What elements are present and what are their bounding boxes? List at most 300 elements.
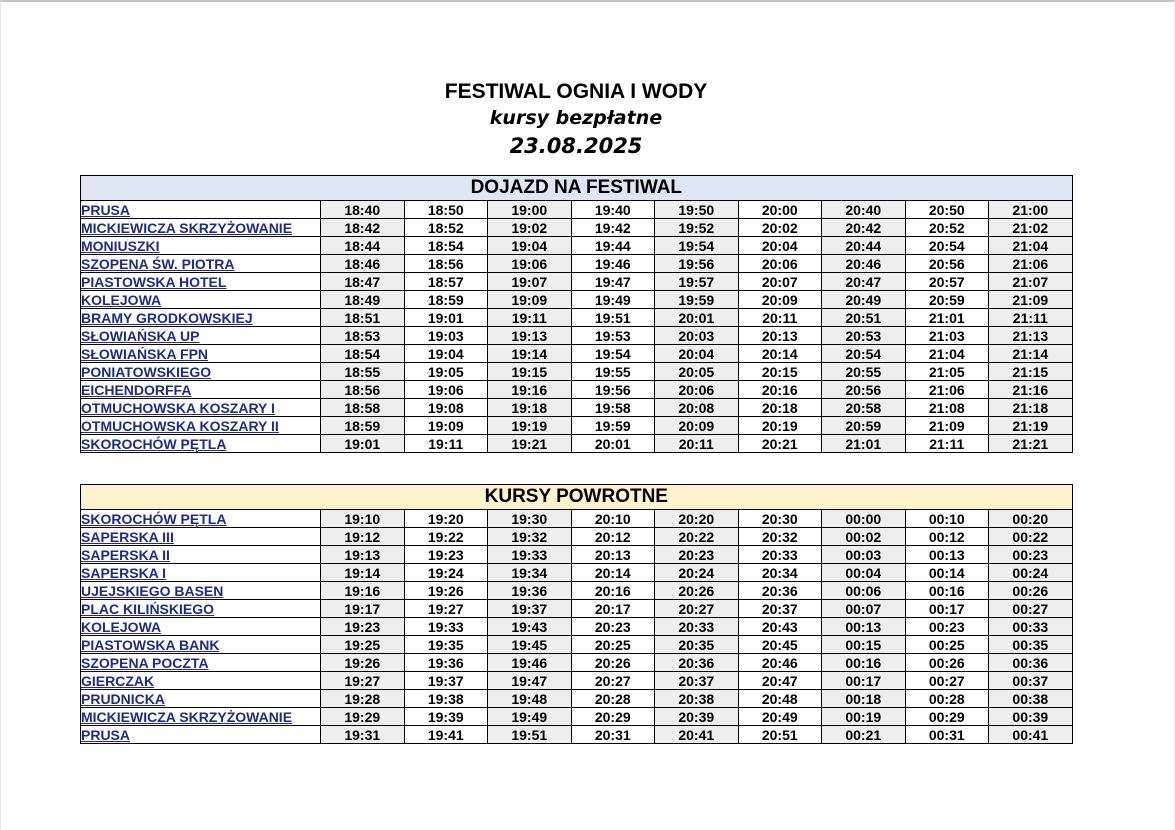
stop-link[interactable]: SŁOWIAŃSKA FPN — [81, 345, 321, 363]
departure-time: 00:21 — [822, 726, 906, 744]
departure-time: 19:54 — [655, 237, 739, 255]
departure-time: 20:16 — [738, 381, 822, 399]
departure-time: 00:13 — [822, 618, 906, 636]
departure-time: 19:23 — [404, 546, 488, 564]
departure-time: 20:13 — [571, 546, 655, 564]
departure-time: 00:37 — [989, 672, 1073, 690]
departure-time: 19:16 — [488, 381, 572, 399]
departure-time: 20:04 — [738, 237, 822, 255]
table-row — [81, 255, 1073, 273]
departure-time: 19:13 — [321, 546, 405, 564]
departure-time: 18:56 — [321, 381, 405, 399]
departure-time: 20:48 — [738, 690, 822, 708]
departure-time: 19:51 — [488, 726, 572, 744]
departure-time: 00:27 — [905, 672, 989, 690]
departure-time: 00:28 — [905, 690, 989, 708]
departure-time: 20:20 — [655, 510, 739, 528]
departure-time: 21:14 — [989, 345, 1073, 363]
stop-link[interactable]: PIASTOWSKA HOTEL — [81, 273, 321, 291]
table-row — [81, 672, 1073, 690]
departure-time: 20:57 — [905, 273, 989, 291]
departure-time: 00:15 — [822, 636, 906, 654]
departure-time: 19:25 — [321, 636, 405, 654]
departure-time: 19:59 — [571, 417, 655, 435]
departure-time: 20:10 — [571, 510, 655, 528]
table-row — [81, 708, 1073, 726]
departure-time: 19:14 — [321, 564, 405, 582]
departure-time: 19:28 — [321, 690, 405, 708]
stop-link[interactable]: PLAC KILIŃSKIEGO — [81, 600, 321, 618]
departure-time: 20:01 — [655, 309, 739, 327]
departure-time: 21:19 — [989, 417, 1073, 435]
departure-time: 19:47 — [488, 672, 572, 690]
section-heading-powrot: KURSY POWROTNE — [81, 485, 1073, 510]
departure-time: 00:23 — [989, 546, 1073, 564]
departure-time: 20:49 — [738, 708, 822, 726]
departure-time: 20:03 — [655, 327, 739, 345]
table-row — [81, 600, 1073, 618]
departure-time: 19:47 — [571, 273, 655, 291]
departure-time: 18:54 — [321, 345, 405, 363]
departure-time: 20:37 — [738, 600, 822, 618]
departure-time: 00:33 — [989, 618, 1073, 636]
departure-time: 21:16 — [989, 381, 1073, 399]
departure-time: 18:54 — [404, 237, 488, 255]
stop-link[interactable]: SŁOWIAŃSKA UP — [81, 327, 321, 345]
departure-time: 19:03 — [404, 327, 488, 345]
stop-link[interactable]: MICKIEWICZA SKRZYŻOWANIE — [81, 708, 321, 726]
departure-time: 00:27 — [989, 600, 1073, 618]
departure-time: 21:04 — [989, 237, 1073, 255]
departure-time: 20:54 — [905, 237, 989, 255]
departure-time: 21:11 — [989, 309, 1073, 327]
departure-time: 19:56 — [571, 381, 655, 399]
departure-time: 19:27 — [404, 600, 488, 618]
table-row — [81, 309, 1073, 327]
table-row — [81, 291, 1073, 309]
table-row — [81, 582, 1073, 600]
departure-time: 00:41 — [989, 726, 1073, 744]
stop-link[interactable]: SZOPENA ŚW. PIOTRA — [81, 255, 321, 273]
departure-time: 19:58 — [571, 399, 655, 417]
departure-time: 18:53 — [321, 327, 405, 345]
table-row — [81, 327, 1073, 345]
departure-time: 19:30 — [488, 510, 572, 528]
departure-time: 19:07 — [488, 273, 572, 291]
departure-time: 00:02 — [822, 528, 906, 546]
departure-time: 18:55 — [321, 363, 405, 381]
stop-link[interactable]: GIERCZAK — [81, 672, 321, 690]
departure-time: 19:12 — [321, 528, 405, 546]
departure-time: 19:19 — [488, 417, 572, 435]
departure-time: 19:27 — [321, 672, 405, 690]
departure-time: 20:59 — [905, 291, 989, 309]
departure-time: 19:23 — [321, 618, 405, 636]
departure-time: 20:28 — [571, 690, 655, 708]
departure-time: 20:54 — [822, 345, 906, 363]
departure-time: 00:22 — [989, 528, 1073, 546]
departure-time: 19:37 — [404, 672, 488, 690]
table-row — [81, 510, 1073, 528]
stop-link[interactable]: BRAMY GRODKOWSKIEJ — [81, 309, 321, 327]
departure-time: 18:50 — [404, 201, 488, 219]
departure-time: 19:45 — [488, 636, 572, 654]
table-row — [81, 273, 1073, 291]
stop-link[interactable]: OTMUCHOWSKA KOSZARY II — [81, 417, 321, 435]
departure-time: 18:59 — [404, 291, 488, 309]
departure-time: 20:27 — [571, 672, 655, 690]
departure-time: 19:56 — [655, 255, 739, 273]
departure-time: 00:29 — [905, 708, 989, 726]
departure-time: 19:48 — [488, 690, 572, 708]
table-row — [81, 528, 1073, 546]
departure-time: 20:36 — [738, 582, 822, 600]
table-row — [81, 219, 1073, 237]
departure-time: 19:09 — [488, 291, 572, 309]
departure-time: 20:55 — [822, 363, 906, 381]
departure-time: 00:16 — [905, 582, 989, 600]
departure-time: 20:46 — [738, 654, 822, 672]
departure-time: 19:49 — [571, 291, 655, 309]
departure-time: 20:46 — [822, 255, 906, 273]
departure-time: 00:26 — [989, 582, 1073, 600]
departure-time: 20:42 — [822, 219, 906, 237]
departure-time: 21:08 — [905, 399, 989, 417]
departure-time: 19:02 — [488, 219, 572, 237]
departure-time: 20:26 — [571, 654, 655, 672]
departure-time: 00:16 — [822, 654, 906, 672]
departure-time: 20:09 — [738, 291, 822, 309]
departure-time: 19:51 — [571, 309, 655, 327]
departure-time: 00:17 — [905, 600, 989, 618]
table-row — [81, 435, 1073, 453]
departure-time: 20:47 — [822, 273, 906, 291]
departure-time: 20:56 — [905, 255, 989, 273]
departure-time: 19:17 — [321, 600, 405, 618]
departure-time: 00:17 — [822, 672, 906, 690]
table-row — [81, 381, 1073, 399]
departure-time: 20:53 — [822, 327, 906, 345]
departure-time: 20:49 — [822, 291, 906, 309]
departure-time: 20:15 — [738, 363, 822, 381]
table-row — [81, 201, 1073, 219]
departure-time: 20:24 — [655, 564, 739, 582]
stop-link[interactable]: UJEJSKIEGO BASEN — [81, 582, 321, 600]
departure-time: 21:06 — [905, 381, 989, 399]
departure-time: 00:10 — [905, 510, 989, 528]
departure-time: 20:05 — [655, 363, 739, 381]
departure-time: 21:15 — [989, 363, 1073, 381]
table-row — [81, 363, 1073, 381]
departure-time: 21:21 — [989, 435, 1073, 453]
departure-time: 20:18 — [738, 399, 822, 417]
departure-time: 20:32 — [738, 528, 822, 546]
departure-time: 19:42 — [571, 219, 655, 237]
departure-time: 19:04 — [488, 237, 572, 255]
departure-time: 19:36 — [404, 654, 488, 672]
departure-time: 00:39 — [989, 708, 1073, 726]
departure-time: 19:06 — [404, 381, 488, 399]
departure-time: 21:06 — [989, 255, 1073, 273]
departure-time: 20:02 — [738, 219, 822, 237]
table-row — [81, 546, 1073, 564]
timetable-powrot — [80, 484, 1073, 744]
departure-time: 18:44 — [321, 237, 405, 255]
departure-time: 19:29 — [321, 708, 405, 726]
departure-time: 19:57 — [655, 273, 739, 291]
departure-time: 00:06 — [822, 582, 906, 600]
departure-time: 18:46 — [321, 255, 405, 273]
departure-time: 20:11 — [655, 435, 739, 453]
departure-time: 00:26 — [905, 654, 989, 672]
departure-time: 20:26 — [655, 582, 739, 600]
departure-time: 00:25 — [905, 636, 989, 654]
stop-link[interactable]: KOLEJOWA — [81, 618, 321, 636]
stop-link[interactable]: OTMUCHOWSKA KOSZARY I — [81, 399, 321, 417]
departure-time: 18:56 — [404, 255, 488, 273]
departure-time: 00:19 — [822, 708, 906, 726]
departure-time: 20:51 — [822, 309, 906, 327]
departure-time: 20:12 — [571, 528, 655, 546]
departure-time: 00:38 — [989, 690, 1073, 708]
departure-time: 20:04 — [655, 345, 739, 363]
stop-link[interactable]: KOLEJOWA — [81, 291, 321, 309]
departure-time: 20:33 — [655, 618, 739, 636]
departure-time: 19:26 — [404, 582, 488, 600]
departure-time: 19:41 — [404, 726, 488, 744]
section-heading-dojazd: DOJAZD NA FESTIWAL — [81, 176, 1073, 201]
departure-time: 21:13 — [989, 327, 1073, 345]
table-row — [81, 690, 1073, 708]
departure-time: 21:04 — [905, 345, 989, 363]
departure-time: 00:24 — [989, 564, 1073, 582]
departure-time: 19:43 — [488, 618, 572, 636]
departure-time: 19:52 — [655, 219, 739, 237]
stop-link[interactable]: EICHENDORFFA — [81, 381, 321, 399]
departure-time: 20:00 — [738, 201, 822, 219]
departure-time: 19:04 — [404, 345, 488, 363]
departure-time: 00:07 — [822, 600, 906, 618]
departure-time: 19:37 — [488, 600, 572, 618]
departure-time: 19:05 — [404, 363, 488, 381]
departure-time: 20:17 — [571, 600, 655, 618]
departure-time: 20:08 — [655, 399, 739, 417]
departure-time: 21:07 — [989, 273, 1073, 291]
departure-time: 20:56 — [822, 381, 906, 399]
departure-time: 20:30 — [738, 510, 822, 528]
event-date: 23.08.2025 — [509, 134, 643, 158]
departure-time: 19:00 — [488, 201, 572, 219]
stop-link[interactable]: SAPERSKA III — [81, 528, 321, 546]
departure-time: 00:14 — [905, 564, 989, 582]
departure-time: 20:36 — [655, 654, 739, 672]
departure-time: 20:38 — [655, 690, 739, 708]
departure-time: 19:06 — [488, 255, 572, 273]
departure-time: 19:10 — [321, 510, 405, 528]
departure-time: 19:33 — [488, 546, 572, 564]
departure-time: 21:09 — [989, 291, 1073, 309]
departure-time: 00:35 — [989, 636, 1073, 654]
departure-time: 19:16 — [321, 582, 405, 600]
departure-time: 21:01 — [822, 435, 906, 453]
table-row — [81, 237, 1073, 255]
departure-time: 19:46 — [488, 654, 572, 672]
departure-time: 19:21 — [488, 435, 572, 453]
departure-time: 00:23 — [905, 618, 989, 636]
departure-time: 19:15 — [488, 363, 572, 381]
departure-time: 20:16 — [571, 582, 655, 600]
stop-link[interactable]: SZOPENA POCZTA — [81, 654, 321, 672]
departure-time: 18:52 — [404, 219, 488, 237]
departure-time: 19:35 — [404, 636, 488, 654]
departure-time: 21:11 — [905, 435, 989, 453]
departure-time: 21:05 — [905, 363, 989, 381]
table-row — [81, 636, 1073, 654]
departure-time: 18:57 — [404, 273, 488, 291]
departure-time: 00:20 — [989, 510, 1073, 528]
departure-time: 20:31 — [571, 726, 655, 744]
stop-link[interactable]: PONIATOWSKIEGO — [81, 363, 321, 381]
departure-time: 19:14 — [488, 345, 572, 363]
departure-time: 19:01 — [321, 435, 405, 453]
departure-time: 19:36 — [488, 582, 572, 600]
stop-link[interactable]: SKOROCHÓW PĘTLA — [81, 510, 321, 528]
stop-link[interactable]: PRUDNICKA — [81, 690, 321, 708]
departure-time: 20:07 — [738, 273, 822, 291]
departure-time: 21:00 — [989, 201, 1073, 219]
departure-time: 20:47 — [738, 672, 822, 690]
departure-time: 19:39 — [404, 708, 488, 726]
departure-time: 19:50 — [655, 201, 739, 219]
table-row — [81, 654, 1073, 672]
stop-link[interactable]: SKOROCHÓW PĘTLA — [81, 435, 321, 453]
timetable-dojazd — [80, 175, 1073, 453]
departure-time: 19:54 — [571, 345, 655, 363]
departure-time: 19:46 — [571, 255, 655, 273]
departure-time: 19:32 — [488, 528, 572, 546]
departure-time: 20:23 — [571, 618, 655, 636]
departure-time: 20:14 — [571, 564, 655, 582]
departure-time: 19:55 — [571, 363, 655, 381]
departure-time: 21:18 — [989, 399, 1073, 417]
table-row — [81, 345, 1073, 363]
departure-time: 19:31 — [321, 726, 405, 744]
departure-time: 20:06 — [738, 255, 822, 273]
departure-time: 20:19 — [738, 417, 822, 435]
page-subtitle: kursy bezpłatne — [489, 107, 663, 129]
table-row — [81, 726, 1073, 744]
departure-time: 20:35 — [655, 636, 739, 654]
departure-time: 19:26 — [321, 654, 405, 672]
page-title: FESTIWAL OGNIA I WODY — [444, 80, 708, 103]
departure-time: 21:09 — [905, 417, 989, 435]
departure-time: 19:01 — [404, 309, 488, 327]
departure-time: 20:43 — [738, 618, 822, 636]
departure-time: 18:51 — [321, 309, 405, 327]
departure-time: 00:36 — [989, 654, 1073, 672]
departure-time: 19:34 — [488, 564, 572, 582]
departure-time: 20:59 — [822, 417, 906, 435]
departure-time: 19:20 — [404, 510, 488, 528]
departure-time: 20:41 — [655, 726, 739, 744]
departure-time: 19:24 — [404, 564, 488, 582]
departure-time: 20:25 — [571, 636, 655, 654]
departure-time: 19:49 — [488, 708, 572, 726]
departure-time: 18:58 — [321, 399, 405, 417]
departure-time: 20:29 — [571, 708, 655, 726]
departure-time: 20:39 — [655, 708, 739, 726]
departure-time: 20:58 — [822, 399, 906, 417]
departure-time: 20:34 — [738, 564, 822, 582]
departure-time: 19:38 — [404, 690, 488, 708]
departure-time: 20:13 — [738, 327, 822, 345]
departure-time: 20:09 — [655, 417, 739, 435]
departure-time: 19:40 — [571, 201, 655, 219]
departure-time: 20:37 — [655, 672, 739, 690]
stop-link[interactable]: SAPERSKA II — [81, 546, 321, 564]
departure-time: 00:12 — [905, 528, 989, 546]
departure-time: 19:59 — [655, 291, 739, 309]
departure-time: 18:59 — [321, 417, 405, 435]
departure-time: 20:33 — [738, 546, 822, 564]
departure-time: 00:04 — [822, 564, 906, 582]
departure-time: 21:01 — [905, 309, 989, 327]
departure-time: 20:50 — [905, 201, 989, 219]
departure-time: 00:31 — [905, 726, 989, 744]
departure-time: 00:18 — [822, 690, 906, 708]
departure-time: 19:22 — [404, 528, 488, 546]
departure-time: 18:47 — [321, 273, 405, 291]
departure-time: 19:44 — [571, 237, 655, 255]
departure-time: 19:11 — [404, 435, 488, 453]
stop-link[interactable]: SAPERSKA I — [81, 564, 321, 582]
departure-time: 00:00 — [822, 510, 906, 528]
departure-time: 19:09 — [404, 417, 488, 435]
departure-time: 20:11 — [738, 309, 822, 327]
departure-time: 20:06 — [655, 381, 739, 399]
table-row — [81, 564, 1073, 582]
departure-time: 19:18 — [488, 399, 572, 417]
departure-time: 20:22 — [655, 528, 739, 546]
stop-link[interactable]: MONIUSZKI — [81, 237, 321, 255]
table-row — [81, 417, 1073, 435]
departure-time: 20:01 — [571, 435, 655, 453]
departure-time: 20:21 — [738, 435, 822, 453]
stop-link[interactable]: PRUSA — [81, 726, 321, 744]
departure-time: 19:53 — [571, 327, 655, 345]
table-row — [81, 618, 1073, 636]
departure-time: 20:27 — [655, 600, 739, 618]
departure-time: 20:23 — [655, 546, 739, 564]
departure-time: 00:03 — [822, 546, 906, 564]
table-row — [81, 399, 1073, 417]
departure-time: 20:45 — [738, 636, 822, 654]
departure-time: 18:40 — [321, 201, 405, 219]
departure-time: 18:42 — [321, 219, 405, 237]
stop-link[interactable]: PIASTOWSKA BANK — [81, 636, 321, 654]
departure-time: 19:08 — [404, 399, 488, 417]
departure-time: 20:51 — [738, 726, 822, 744]
stop-link[interactable]: MICKIEWICZA SKRZYŻOWANIE — [81, 219, 321, 237]
departure-time: 18:49 — [321, 291, 405, 309]
departure-time: 20:52 — [905, 219, 989, 237]
stop-link[interactable]: PRUSA — [81, 201, 321, 219]
departure-time: 20:44 — [822, 237, 906, 255]
departure-time: 19:33 — [404, 618, 488, 636]
departure-time: 21:02 — [989, 219, 1073, 237]
departure-time: 00:13 — [905, 546, 989, 564]
departure-time: 19:13 — [488, 327, 572, 345]
